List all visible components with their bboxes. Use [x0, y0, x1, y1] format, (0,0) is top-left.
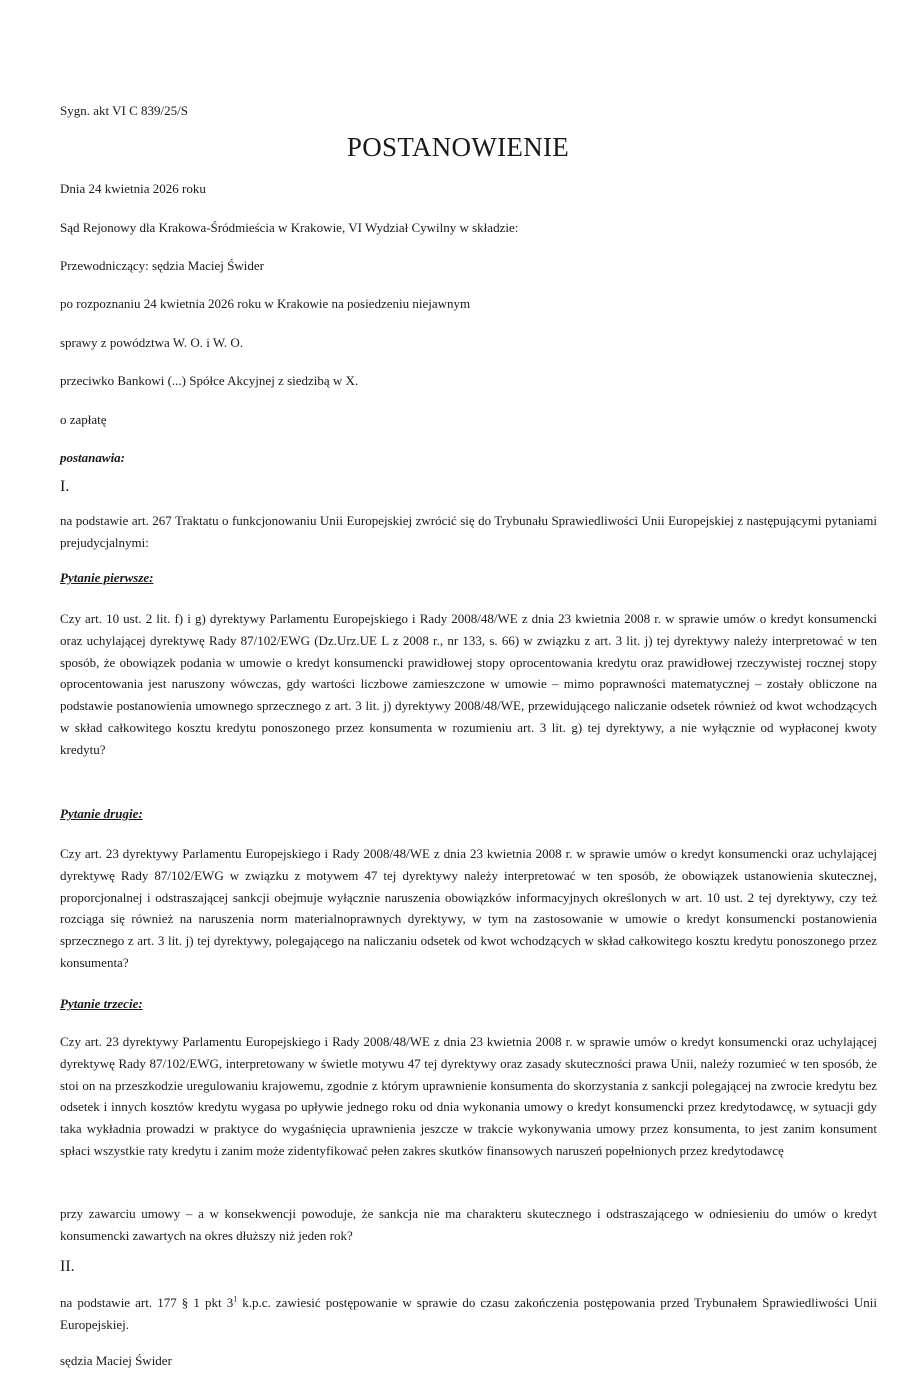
decides-label: postanawia:: [60, 450, 126, 465]
section-1-intro: na podstawie art. 267 Traktatu o funkcjonowaniu Unii Europejskiej zwrócić się do Trybunału Sprawiedliwości Unii Europejskiej z następującymi pytaniami prejudycjalnymi:: [60, 513, 877, 550]
section-1-numeral: I.: [60, 478, 70, 495]
defendant-line: przeciwko Bankowi (...) Spółce Akcyjnej z siedzibą w X.: [60, 373, 359, 388]
question-2-heading: Pytanie drugie:: [60, 806, 143, 821]
section-2-text: [60, 1292, 877, 1336]
case-number: Sygn. akt VI C 839/25/S: [60, 103, 188, 118]
question-1-heading: Pytanie pierwsze:: [60, 570, 154, 585]
section-2-text-start: na podstawie art. 177 § 1 pkt 3: [60, 1295, 234, 1310]
section-2-numeral: II.: [60, 1258, 75, 1275]
signature: sędzia Maciej Świder: [60, 1353, 172, 1368]
hearing-line: po rozpoznaniu 24 kwietnia 2026 roku w Krakowie na posiedzeniu niejawnym: [60, 296, 471, 311]
question-3-heading: Pytanie trzecie:: [60, 996, 143, 1011]
question-3-text-part-2: przy zawarciu umowy – a w konsekwencji powoduje, że sankcja nie ma charakteru skutecznego i odstraszającego w odniesieniu do umów o kredyt konsumencki zawartych na okres dłuższy niż jeden rok?: [60, 1206, 877, 1243]
document-title: POSTANOWIENIE: [346, 132, 570, 162]
subject-line: o zapłatę: [60, 412, 107, 427]
date-line: Dnia 24 kwietnia 2026 roku: [60, 181, 206, 196]
plaintiffs-line: sprawy z powództwa W. O. i W. O.: [60, 335, 244, 350]
question-2-text: Czy art. 23 dyrektywy Parlamentu Europejskiego i Rady 2008/48/WE z dnia 23 kwietnia 2008 r. w sprawie umów o kredyt konsumencki oraz uchylającej dyrektywę Rady 87/102/EWG w związku z motywem 47 tej dyrektywy należy interpretować w ten sposób, że obowiązek ustanowienia skutecznej, proporcjonalnej i odstraszającej sankcji obejmuje wyłącznie naruszenia obowiązków informacyjnych określonych w art. 10 ust. 2 tej dyrektywy, czy też rozciąga się również na naruszenia norm materialnoprawnych dyrektywy, w tym na zastosowanie w umowie o kredyt konsumencki postanowienia sprzecznego z art. 3 lit. j) tej dyrektywy, polegającego na naliczaniu odsetek od kwot wchodzących w skład całkowitego kosztu kredytu ponoszonego przez konsumenta?: [60, 846, 877, 970]
section-2-text-end: k.p.c. zawiesić postępowanie w sprawie do czasu zakończenia postępowania przed Trybunałem Sprawiedliwości Unii Europejskiej.: [60, 1295, 878, 1332]
court-line: Sąd Rejonowy dla Krakowa-Śródmieścia w Krakowie, VI Wydział Cywilny w składzie:: [60, 220, 519, 235]
presiding-line: Przewodniczący: sędzia Maciej Świder: [60, 258, 264, 273]
question-3-text-part-1: Czy art. 23 dyrektywy Parlamentu Europejskiego i Rady 2008/48/WE z dnia 23 kwietnia 2008 r. w sprawie umów o kredyt konsumencki oraz uchylającej dyrektywę Rady 87/102/EWG, interpretowany w świetle motywu 47 tej dyrektywy oraz zasady skuteczności prawa Unii, należy rozumieć w ten sposób, że stoi on na przeszkodzie uregulowaniu krajowemu, zgodnie z którym uprawnienie konsumenta do skorzystania z sankcji polegającej na zwrocie kredytu bez odsetek i innych kosztów kredytu wygasa po upływie jednego roku od dnia wykonania umowy o kredyt konsumencki przez kredytodawcę, w sytuacji gdy taka wykładnia prowadzi w praktyce do wygaśnięcia uprawnienia jeszcze w trakcie wykonywania umowy przez konsumenta, to jest zanim konsument spłaci wszystkie raty kredytu i zanim może zidentyfikować pełen zakres skutków finansowych naruszeń popełnionych przez kredytodawcę: [60, 1034, 877, 1158]
question-1-text: Czy art. 10 ust. 2 lit. f) i g) dyrektywy Parlamentu Europejskiego i Rady 2008/48/WE z dnia 23 kwietnia 2008 r. w sprawie umów o kredyt konsumencki oraz uchylającej dyrektywę Rady 87/102/EWG (Dz.Urz.UE L z 2008 r., nr 133, s. 66) w związku z art. 3 lit. j) tej dyrektywy należy interpretować w ten sposób, że obowiązek podania w umowie o kredyt konsumencki prawidłowej stopy oprocentowania kredytu oraz prawidłowej rzeczywistej rocznej stopy oprocentowania jest naruszony wówczas, gdy wartości liczbowe zamieszczone w umowie – mimo poprawności matematycznej – zostały obliczone na podstawie postanowienia umownego sprzecznego z art. 3 lit. j) dyrektywy 2008/48/WE, przewidującego naliczanie odsetek również od kwot wchodzących w skład całkowitego kosztu kredytu ponoszonego przez konsumenta w rozumieniu art. 3 lit. g) tej dyrektywy, a nie wyłącznie od wypłaconej kwoty kredytu?: [60, 611, 877, 757]
section-2-superscript: 1: [233, 1294, 238, 1304]
